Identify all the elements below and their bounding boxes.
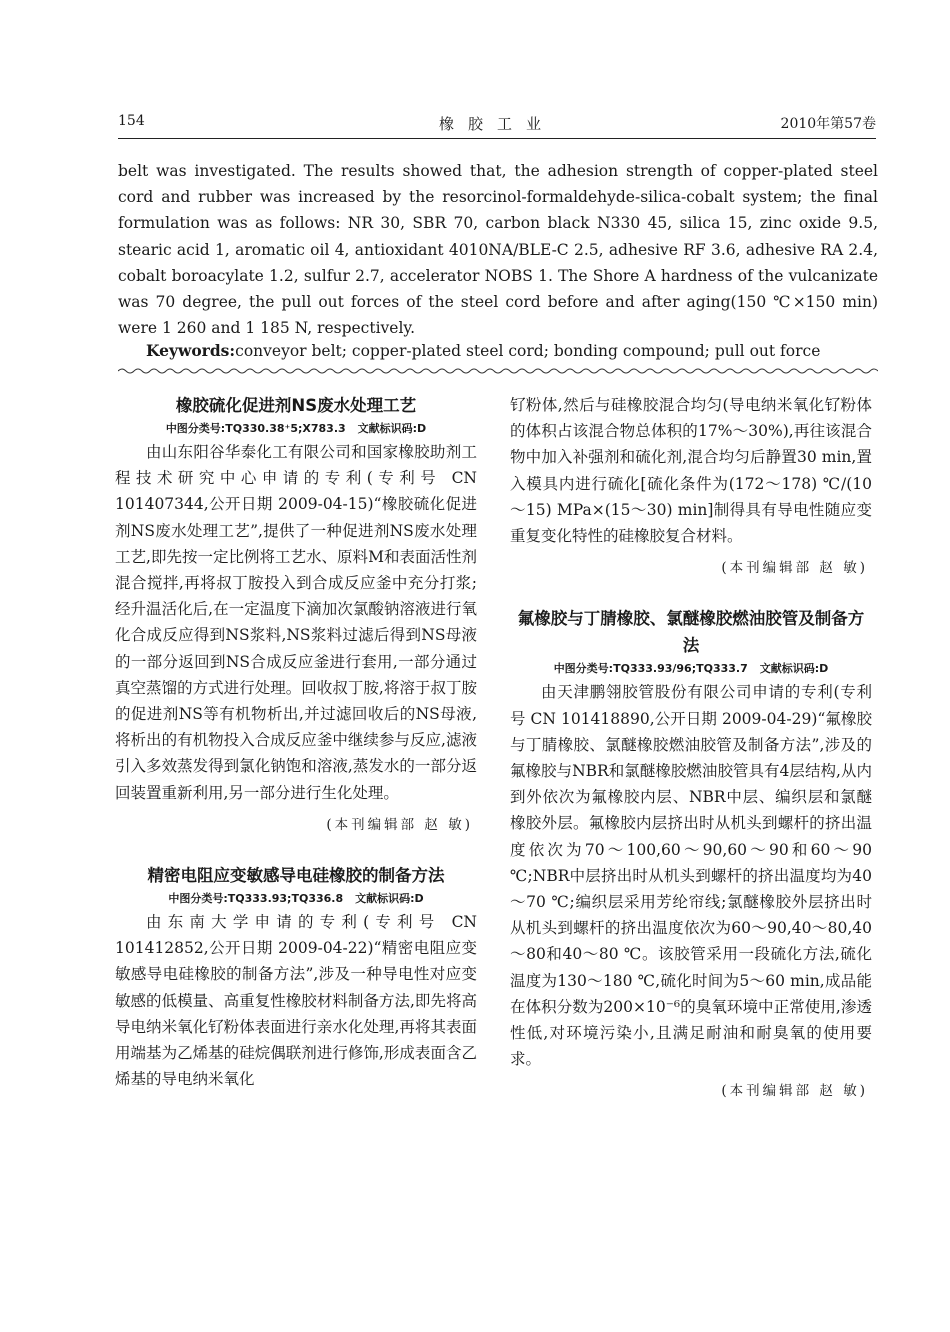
article-3-doc-code: 文献标识码:D — [759, 662, 829, 676]
article-2-signature: (本刊编辑部 赵 敏) — [721, 560, 868, 577]
article-1-title: 橡胶硫化促进剂NS废水处理工艺 — [175, 396, 417, 415]
article-2-body-continued: 钌粉体,然后与硅橡胶混合均匀(导电纳米氧化钌粉体的体积占该混合物总体积的17%～30%),再往该混合物中加入补强剂和硫化剂,混合均匀后静置30 min,置入模具内进行硫化[硫化条件为(172～178) ℃/(10～15) MPa×(15～30) min]制得具有导电性随应变重复变化特性的硅橡胶复合材料。 — [510, 396, 872, 546]
abstract-text: belt was investigated. The results showed that, the adhesion strength of copper-plated steel cord and rubber was increased by the resorcinol-formaldehyde-silica-cobalt system; the final formulation was as follows: NR 30, SBR 70, carbon black N330 45, silica 15, zinc oxide 9.5, stearic acid 1, aromatic oil 4, antioxidant 4010NA/BLE-C 2.5, adhesive RF 3.6, adhesive RA 2.4, cobalt boroacylate 1.2, sulfur 2.7, accelerator NOBS 1. The Shore A hardness of the vulcanizate was 70 degree, the pull out forces of the steel cord before and after aging(150 ℃×150 min) were 1 260 and 1 185 N, respectively. — [118, 162, 878, 338]
left-column — [115, 392, 477, 1092]
keywords-text: conveyor belt; copper-plated steel cord; bonding compound; pull out force — [235, 342, 821, 360]
keywords-line — [146, 341, 820, 360]
volume-info: 2010年第57卷 — [780, 116, 876, 132]
article-2-classification — [115, 889, 477, 909]
article-2-clc: 中图分类号:TQ333.93;TQ336.8 — [168, 892, 344, 906]
article-1-signature: (本刊编辑部 赵 敏) — [326, 816, 473, 833]
article-3-title: 氟橡胶与丁腈橡胶、氯醚橡胶燃油胶管及制备方法 — [517, 609, 865, 656]
article-3-classification — [510, 659, 872, 679]
page-number: 154 — [118, 113, 145, 129]
article-3-signature: (本刊编辑部 赵 敏) — [721, 1083, 868, 1100]
journal-name: 橡胶工业 — [438, 115, 555, 133]
wavy-separator — [118, 366, 878, 376]
article-1-body: 由山东阳谷华泰化工有限公司和国家橡胶助剂工程技术研究中心申请的专利(专利号 CN 101407344,公开日期 2009-04-15)“橡胶硫化促进剂NS废水处理工艺”,提供了一种促进剂NS废水处理工艺,即先按一定比例将工艺水、原料M和表面活性剂混合搅拌,再将叔丁胺投入到合成反应釜中充分打浆;经升温活化后,在一定温度下滴加次氯酸钠溶液进行氧化合成反应得到NS浆料,NS浆料过滤后得到NS母液的一部分返回到NS合成反应釜进行套用,一部分通过真空蒸馏的方式进行处理。回收叔丁胺,将溶于叔丁胺的促进剂NS等有机物析出,并过滤回收后的NS母液,将析出的有机物投入合成反应釜中继续参与反应,滤液引入多效蒸发得到氯化钠饱和溶液,蒸发水的一部分返回装置重新利用,另一部分进行生化处理。 — [115, 443, 477, 802]
header-rule — [118, 138, 876, 139]
right-column — [510, 392, 872, 1105]
article-1-doc-code: 文献标识码:D — [357, 422, 427, 435]
article-1-classification — [115, 419, 477, 439]
running-header — [118, 113, 876, 137]
article-1-clc: 中图分类号:TQ330.38⁺5;X783.3 — [165, 422, 346, 435]
keywords-label: Keywords: — [146, 341, 236, 360]
english-abstract — [118, 158, 878, 341]
article-3-body: 由天津鹏翎胶管股份有限公司申请的专利(专利号 CN 101418890,公开日期 2009-04-29)“氟橡胶与丁腈橡胶、氯醚橡胶燃油胶管及制备方法”,涉及的氟橡胶与NBR和氯醚橡胶燃油胶管具有4层结构,从内到外依次为氟橡胶内层、NBR中层、编织层和氯醚橡胶外层。氟橡胶内层挤出时从机头到螺杆的挤出温度依次为70～100,60～90,60～90和60～90 ℃;NBR中层挤出时从机头到螺杆的挤出温度均为40～70 ℃;编织层采用芳纶帘线;氯醚橡胶外层挤出时从机头到螺杆的挤出温度依次为60～90,40～80,40～80和40～80 ℃。该胶管采用一段硫化方法,硫化温度为130～180 ℃,硫化时间为5～60 min,成品能在体积分数为200×10⁻⁶的臭氧环境中正常使用,渗透性低,对环境污染小,且满足耐油和耐臭氧的使用要求。 — [510, 683, 872, 1069]
article-3-clc: 中图分类号:TQ333.93/96;TQ333.7 — [553, 662, 748, 676]
article-2-doc-code: 文献标识码:D — [355, 892, 424, 906]
article-2-title: 精密电阻应变敏感导电硅橡胶的制备方法 — [147, 866, 445, 886]
article-2-body: 由东南大学申请的专利(专利号 CN 101412852,公开日期 2009-04-22)“精密电阻应变敏感导电硅橡胶的制备方法”,涉及一种导电性对应变敏感的低模量、高重复性橡胶材料制备方法,即先将高导电纳米氧化钌粉体表面进行亲水化处理,再将其表面用端基为乙烯基的硅烷偶联剂进行修饰,形成表面含乙烯基的导电纳米氧化 — [115, 913, 477, 1089]
